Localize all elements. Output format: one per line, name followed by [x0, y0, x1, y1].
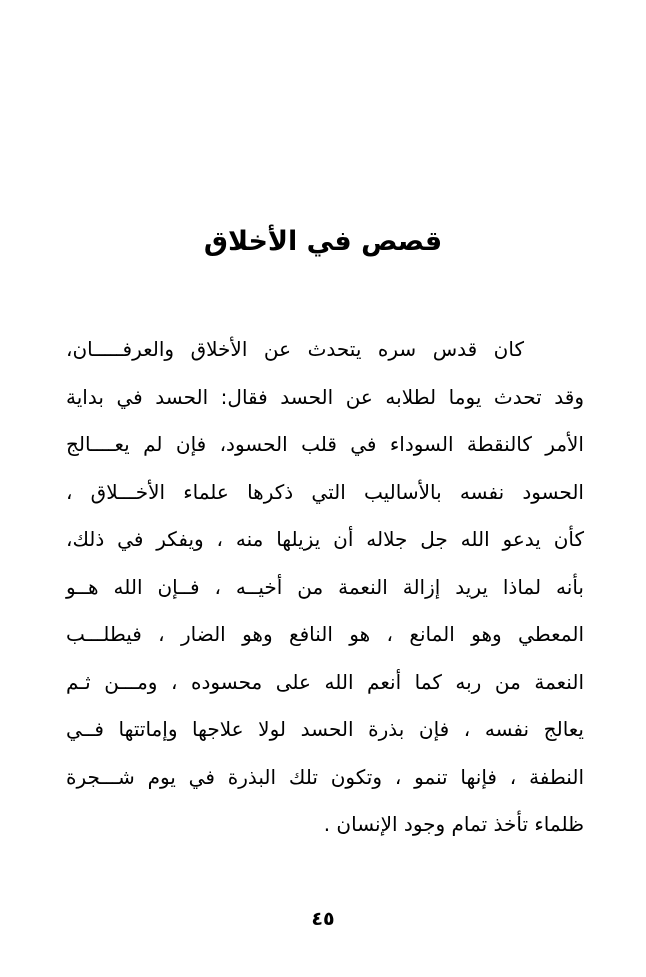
paragraph-line: كان قدس سره يتحدث عن الأخلاق والعرفـــــان، — [66, 337, 524, 361]
paragraph-line: يعالج نفسه ، فإن بذرة الحسد لولا علاجها وإماتتها فــي — [66, 717, 584, 741]
body-paragraph — [66, 326, 584, 849]
paragraph-line: وقد تحدث يوما لطلابه عن الحسد فقال: الحسد في بداية — [66, 384, 584, 409]
paragraph-line: الحسود نفسه بالأساليب التي ذكرها علماء الأخـــلاق ، — [66, 479, 584, 504]
paragraph-line: المعطي وهو المانع ، هو النافع وهو الضار ، فيطلـــب — [66, 622, 584, 646]
paragraph-line: بأنه لماذا يريد إزالة النعمة من أخيــه ، فــإن الله هــو — [66, 574, 584, 599]
paragraph-line: النطفة ، فإنها تنمو ، وتكون تلك البذرة في يوم شـــجرة — [66, 764, 584, 789]
page-number: ٤٥ — [311, 908, 335, 930]
paragraph-line: ظلماء تأخذ تمام وجود الإنسان . — [323, 812, 584, 836]
paragraph-line: كأن يدعو الله جل جلاله أن يزيلها منه ، ويفكر في ذلك، — [66, 527, 584, 551]
paragraph-line: الأمر كالنقطة السوداء في قلب الحسود، فإن لم يعــــالج — [66, 432, 584, 456]
paragraph-line: النعمة من ربه كما أنعم الله على محسوده ، ومـــن ثـم — [66, 669, 584, 694]
chapter-title: قصص في الأخلاق — [203, 226, 443, 257]
